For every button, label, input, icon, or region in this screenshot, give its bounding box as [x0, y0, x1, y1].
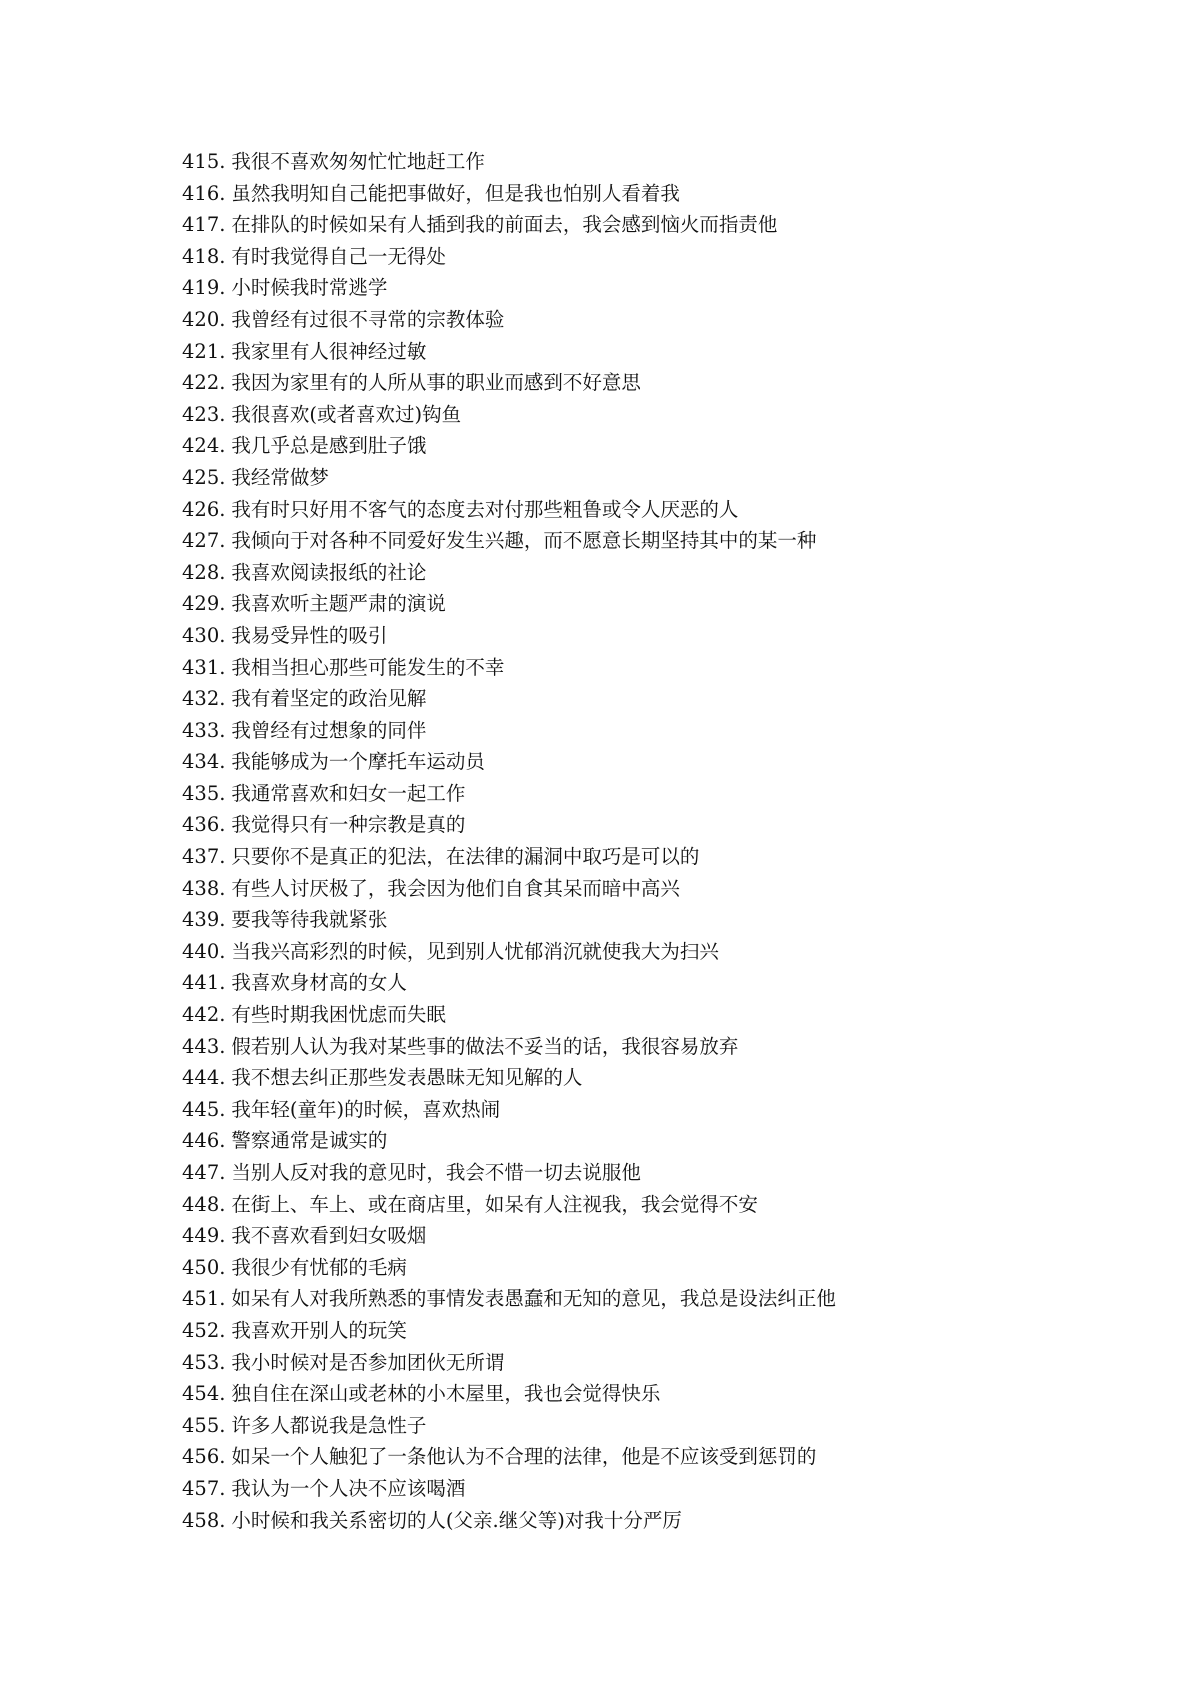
list-item [182, 1094, 836, 1126]
item-number: 445. [182, 1097, 226, 1121]
item-text: 如呆有人对我所熟悉的事情发表愚蠢和无知的意见，我总是设法纠正他 [231, 1287, 836, 1311]
item-text: 我喜欢开别人的玩笑 [231, 1318, 407, 1342]
item-text: 我易受异性的吸引 [231, 623, 388, 647]
item-text: 我认为一个人决不应该喝酒 [231, 1476, 466, 1500]
item-text: 我年轻(童年)的时候，喜欢热闹 [231, 1097, 501, 1121]
item-number: 451. [182, 1287, 226, 1311]
item-number: 427. [182, 529, 226, 553]
item-number: 417. [182, 213, 226, 237]
item-number: 432. [182, 687, 226, 711]
list-item [182, 936, 836, 968]
list-item [182, 1220, 836, 1252]
list-item [182, 1125, 836, 1157]
item-number: 423. [182, 402, 226, 426]
item-number: 428. [182, 560, 226, 584]
item-number: 435. [182, 781, 226, 805]
item-text: 当别人反对我的意见时，我会不惜一切去说服他 [231, 1161, 641, 1184]
item-text: 小时候我时常逃学 [231, 276, 388, 300]
list-item [182, 1252, 836, 1284]
item-number: 448. [182, 1192, 226, 1216]
item-text: 我不想去纠正那些发表愚昧无知见解的人 [231, 1066, 583, 1090]
list-item [182, 241, 836, 273]
item-text: 只要你不是真正的犯法，在法律的漏洞中取巧是可以的 [231, 845, 700, 869]
list-item [182, 1062, 836, 1094]
list-item [182, 809, 836, 841]
item-number: 454. [182, 1382, 226, 1406]
item-text: 如呆一个人触犯了一条他认为不合理的法律，他是不应该受到惩罚的 [231, 1445, 817, 1469]
item-number: 453. [182, 1350, 226, 1374]
questionnaire-item-list [182, 146, 836, 1536]
item-text: 在街上、车上、或在商店里，如呆有人注视我，我会觉得不安 [231, 1192, 758, 1216]
list-item [182, 367, 836, 399]
item-text: 当我兴高彩烈的时候，见到别人忧郁消沉就使我大为扫兴 [231, 939, 719, 963]
item-number: 440. [182, 939, 226, 963]
item-text: 假若别人认为我对某些事的做法不妥当的话，我很容易放弃 [231, 1034, 739, 1058]
item-text: 有些时期我困忧虑而失眠 [231, 1003, 446, 1027]
list-item [182, 588, 836, 620]
item-number: 424. [182, 434, 226, 458]
item-number: 431. [182, 655, 226, 679]
item-number: 450. [182, 1255, 226, 1279]
list-item [182, 620, 836, 652]
item-text: 我喜欢听主题严肃的演说 [231, 592, 446, 616]
list-item [182, 904, 836, 936]
list-item [182, 1505, 836, 1537]
list-item [182, 209, 836, 241]
item-text: 我能够成为一个摩托车运动员 [231, 750, 485, 774]
list-item [182, 967, 836, 999]
item-number: 430. [182, 623, 226, 647]
item-text: 许多人都说我是急性子 [231, 1413, 427, 1437]
item-number: 436. [182, 813, 226, 837]
item-number: 429. [182, 592, 226, 616]
item-text: 我几乎总是感到肚子饿 [231, 434, 427, 458]
list-item [182, 683, 836, 715]
item-number: 416. [182, 181, 226, 205]
list-item [182, 272, 836, 304]
item-text: 在排队的时候如呆有人插到我的前面去，我会感到恼火而指责他 [231, 213, 778, 237]
list-item [182, 1378, 836, 1410]
item-text: 我喜欢阅读报纸的社论 [231, 560, 427, 584]
item-number: 426. [182, 497, 226, 521]
list-item [182, 652, 836, 684]
item-number: 443. [182, 1034, 226, 1058]
item-number: 446. [182, 1129, 226, 1153]
item-number: 456. [182, 1445, 226, 1469]
item-text: 有些人讨厌极了，我会因为他们自食其呆而暗中高兴 [231, 876, 680, 900]
item-text: 我不喜欢看到妇女吸烟 [231, 1224, 427, 1248]
item-text: 我很少有忧郁的毛病 [231, 1255, 407, 1279]
item-number: 419. [182, 276, 226, 300]
item-number: 437. [182, 845, 226, 869]
item-text: 我曾经有过很不寻常的宗教体验 [231, 307, 505, 331]
list-item [182, 715, 836, 747]
list-item [182, 399, 836, 431]
list-item [182, 304, 836, 336]
item-number: 421. [182, 339, 226, 363]
list-item [182, 1315, 836, 1347]
list-item [182, 873, 836, 905]
list-item [182, 1189, 836, 1221]
list-item [182, 841, 836, 873]
list-item [182, 462, 836, 494]
item-number: 433. [182, 718, 226, 742]
list-item [182, 430, 836, 462]
item-number: 415. [182, 150, 226, 173]
item-text: 我曾经有过想象的同伴 [231, 718, 427, 742]
item-number: 455. [182, 1413, 226, 1437]
list-item [182, 1283, 836, 1315]
item-text: 我小时候对是否参加团伙无所谓 [231, 1350, 505, 1374]
item-number: 434. [182, 750, 226, 774]
item-text: 虽然我明知自己能把事做好，但是我也怕别人看着我 [231, 181, 680, 205]
item-text: 我倾向于对各种不同爱好发生兴趣，而不愿意长期坚持其中的某一种 [231, 529, 817, 553]
list-item [182, 178, 836, 210]
item-number: 422. [182, 371, 226, 395]
item-text: 我觉得只有一种宗教是真的 [231, 813, 466, 837]
item-text: 要我等待我就紧张 [231, 908, 388, 932]
item-text: 我相当担心那些可能发生的不幸 [231, 655, 505, 679]
item-text: 我有时只好用不客气的态度去对付那些粗鲁或令人厌恶的人 [231, 497, 739, 521]
item-text: 有时我觉得自己一无得处 [231, 244, 446, 268]
item-number: 452. [182, 1318, 226, 1342]
list-item [182, 1410, 836, 1442]
item-number: 449. [182, 1224, 226, 1248]
item-number: 457. [182, 1476, 226, 1500]
list-item [182, 999, 836, 1031]
list-item [182, 1347, 836, 1379]
item-text: 我很喜欢(或者喜欢过)钩鱼 [231, 402, 462, 426]
item-text: 我有着坚定的政治见解 [231, 687, 427, 711]
item-number: 458. [182, 1508, 226, 1532]
list-item [182, 525, 836, 557]
item-number: 447. [182, 1161, 226, 1184]
item-text: 我很不喜欢匆匆忙忙地赶工作 [231, 150, 485, 173]
list-item [182, 336, 836, 368]
item-text: 我喜欢身材高的女人 [231, 971, 407, 995]
item-text: 小时候和我关系密切的人(父亲.继父等)对我十分严厉 [231, 1508, 682, 1532]
item-text: 独自住在深山或老林的小木屋里，我也会觉得快乐 [231, 1382, 661, 1406]
item-number: 425. [182, 465, 226, 489]
item-number: 439. [182, 908, 226, 932]
item-text: 警察通常是诚实的 [231, 1129, 388, 1153]
list-item [182, 778, 836, 810]
list-item [182, 146, 836, 178]
list-item [182, 1441, 836, 1473]
list-item [182, 1473, 836, 1505]
list-item [182, 746, 836, 778]
item-text: 我通常喜欢和妇女一起工作 [231, 781, 466, 805]
item-number: 418. [182, 244, 226, 268]
item-number: 441. [182, 971, 226, 995]
list-item [182, 557, 836, 589]
item-text: 我因为家里有的人所从事的职业而感到不好意思 [231, 371, 641, 395]
list-item [182, 1031, 836, 1063]
item-text: 我经常做梦 [231, 465, 329, 489]
item-number: 420. [182, 307, 226, 331]
list-item [182, 494, 836, 526]
list-item [182, 1157, 836, 1189]
item-number: 444. [182, 1066, 226, 1090]
item-text: 我家里有人很神经过敏 [231, 339, 427, 363]
item-number: 442. [182, 1003, 226, 1027]
item-number: 438. [182, 876, 226, 900]
